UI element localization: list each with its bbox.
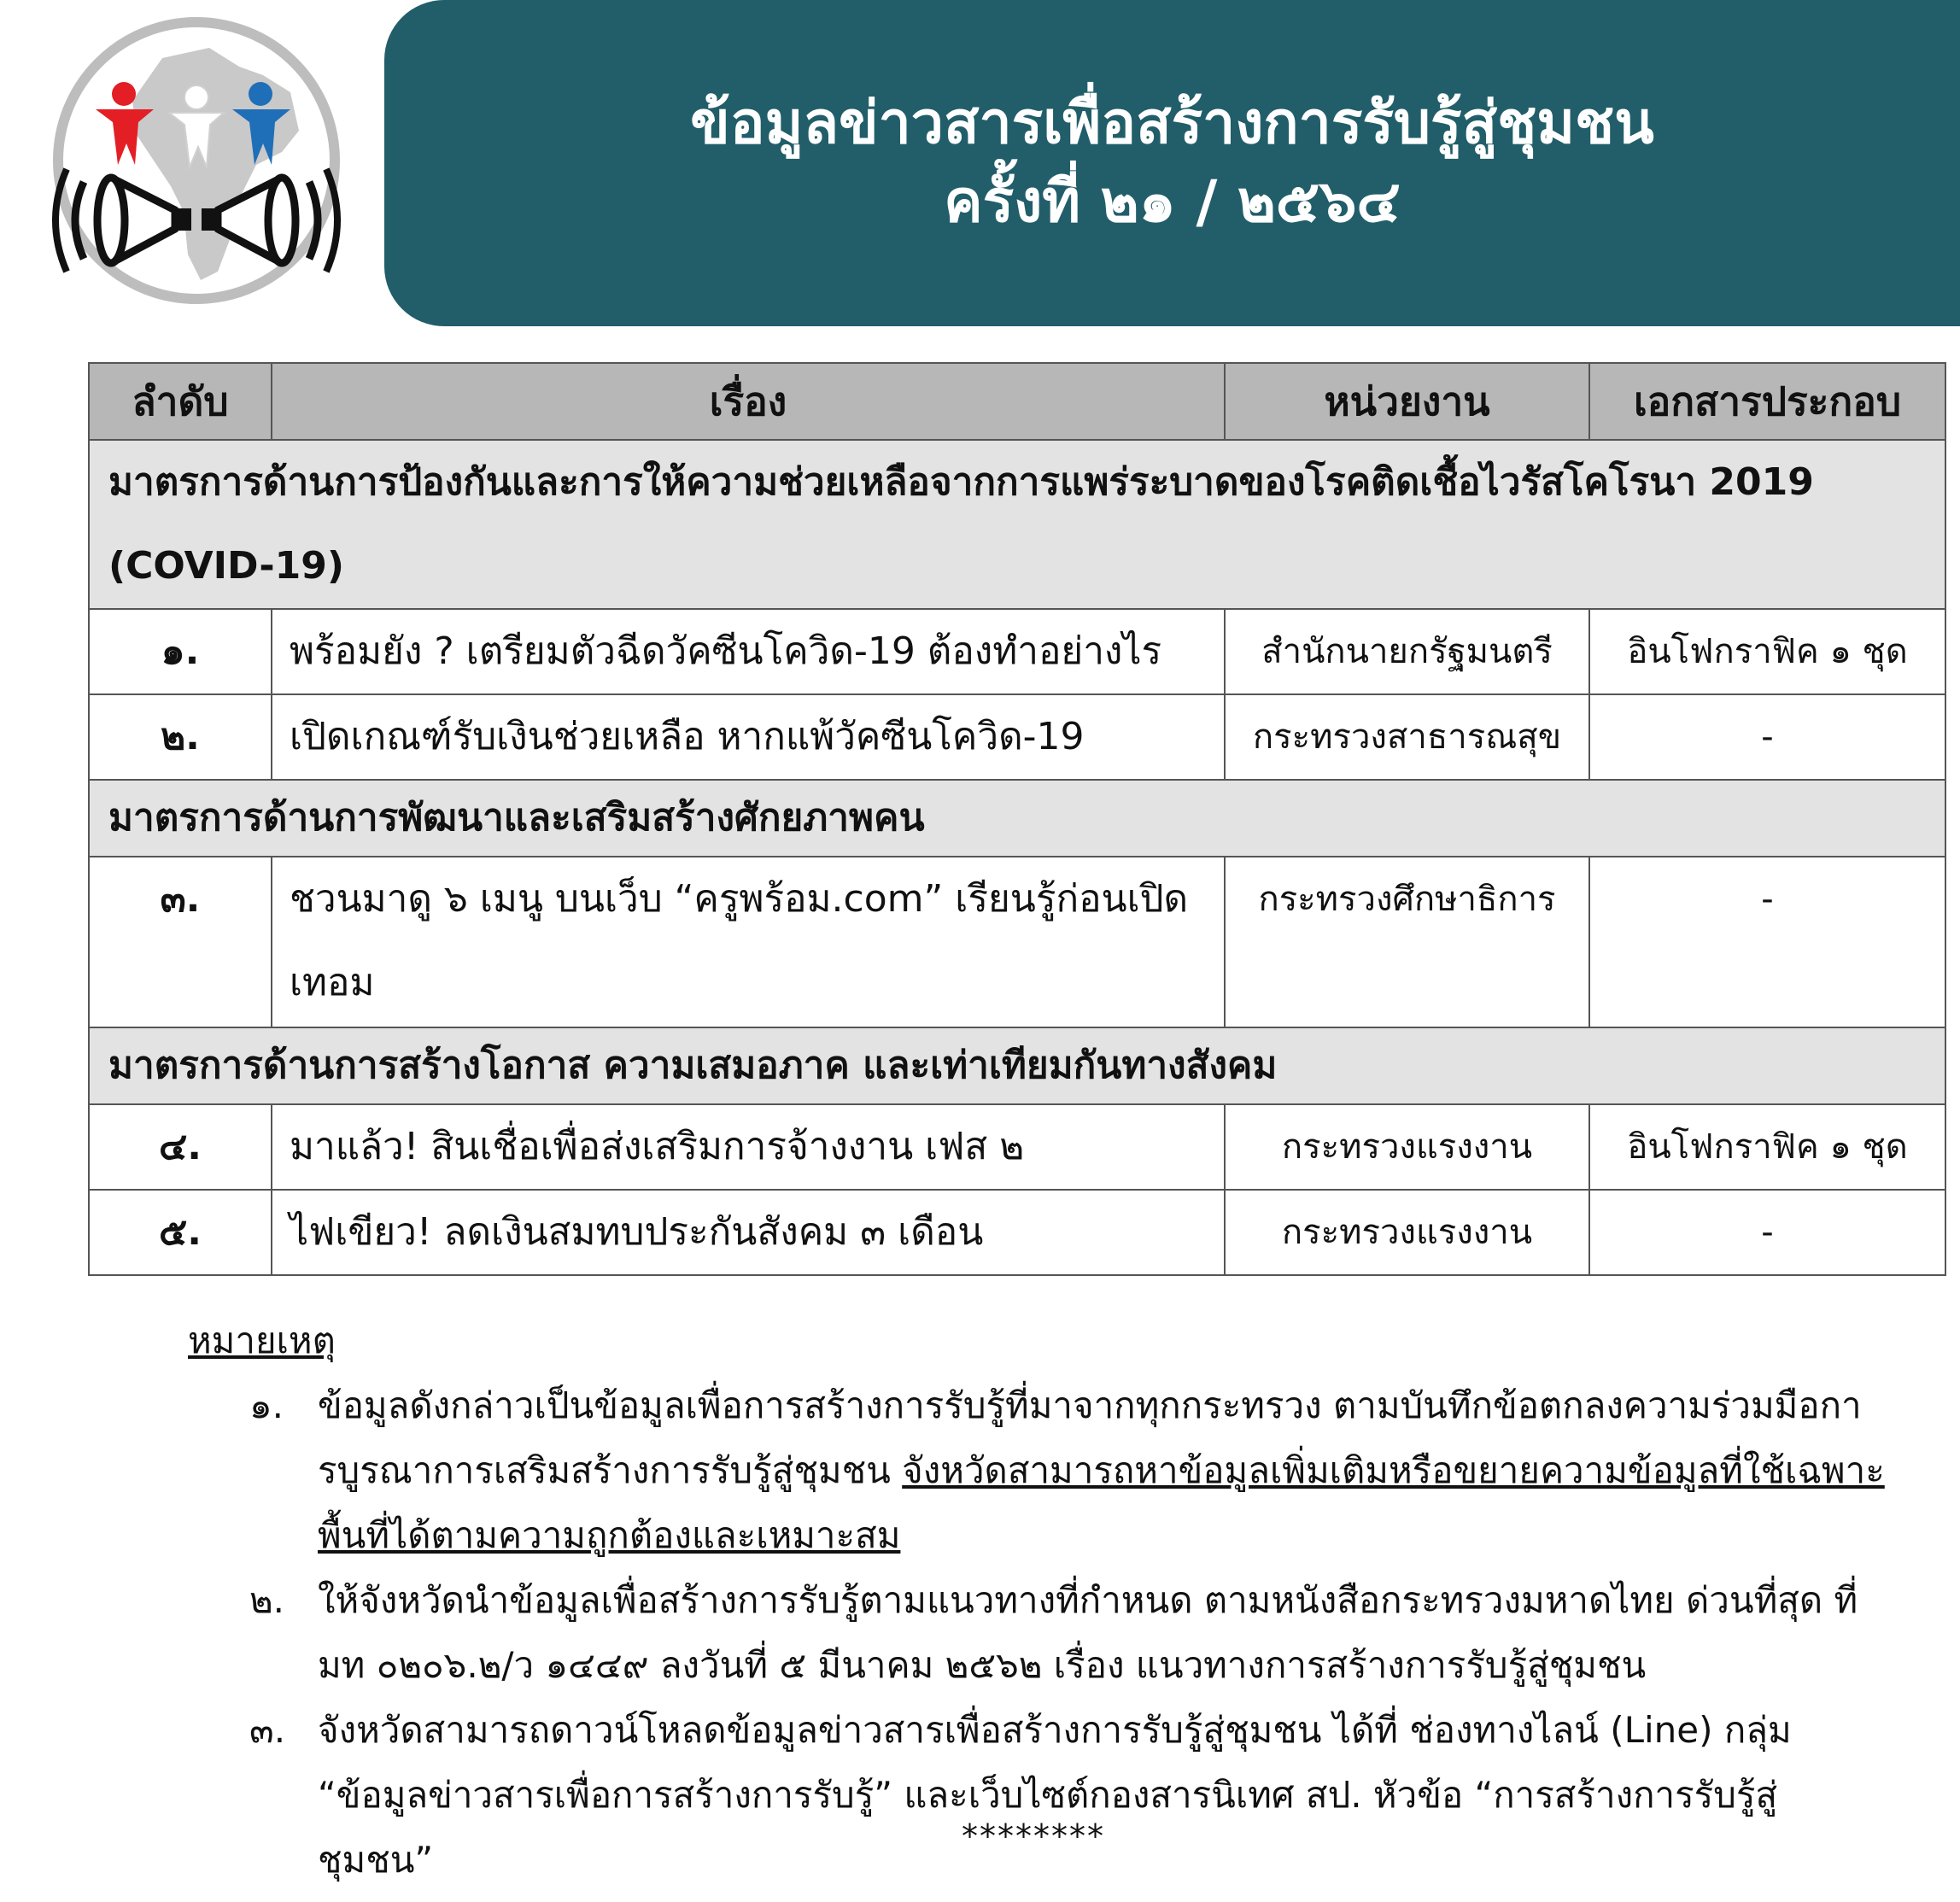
table-header-row bbox=[89, 363, 1945, 440]
notes-section bbox=[188, 1308, 1896, 1893]
note-text-plain: ข้อมูลดังกล่าวเป็นข้อมูลเพื่อการสร้างการรับรู้ที่มาจากทุกกระทรวง ตามบันทึกข้อตกลงความร่วมมือการบูรณาการเสริมสร้างการรับรู้สู่ชุมชน bbox=[318, 1384, 1862, 1491]
section-title: มาตรการด้านการป้องกันและการให้ความช่วยเหลือจากการแพร่ระบาดของโรคติดเชื้อไวรัสโคโรนา 2019 (COVID-19) bbox=[89, 440, 1945, 609]
row-title: ไฟเขียว! ลดเงินสมทบประกันสังคม ๓ เดือน bbox=[272, 1190, 1225, 1275]
row-agency: กระทรวงสาธารณสุข bbox=[1225, 694, 1589, 780]
issue-number: ครั้งที่ ๒๑ / ๒๕๖๔ bbox=[944, 168, 1401, 236]
row-document: อินโฟกราฟิค ๑ ชุด bbox=[1589, 1104, 1945, 1190]
note-number: ๑. bbox=[249, 1384, 284, 1426]
header-subject: เรื่อง bbox=[272, 363, 1225, 440]
end-mark: ******** bbox=[962, 1817, 1105, 1855]
section-title: มาตรการด้านการสร้างโอกาส ความเสมอภาค และเท่าเทียมกันทางสังคม bbox=[89, 1027, 1945, 1104]
megaphone-people-logo bbox=[34, 15, 359, 306]
note-text: จังหวัดสามารถดาวน์โหลดข้อมูลข่าวสารเพื่อสร้างการรับรู้สู่ชุมชน ได้ที่ ช่องทางไลน์ (Line) กลุ่ม “ข้อมูลข่าวสารเพื่อการสร้างการรับรู้” และเว็บไซต์กองสารนิเทศ สป. หัวข้อ “การสร้างการรับรู้สู่ชุมชน” bbox=[318, 1709, 1792, 1881]
row-number: ๒. bbox=[89, 694, 272, 780]
row-title: ชวนมาดู ๖ เมนู บนเว็บ “ครูพร้อม.com” เรียนรู้ก่อนเปิดเทอม bbox=[272, 857, 1225, 1027]
section-row-covid bbox=[89, 440, 1945, 609]
table-row bbox=[89, 609, 1945, 694]
note-text: ให้จังหวัดนำข้อมูลเพื่อสร้างการรับรู้ตามแนวทางที่กำหนด ตามหนังสือกระทรวงมหาดไทย ด่วนที่สุด ที่ มท ๐๒๐๖.๒/ว ๑๔๔๙ ลงวันที่ ๕ มีนาคม ๒๕๖๒ เรื่อง แนวทางการสร้างการรับรู้สู่ชุมชน bbox=[318, 1579, 1858, 1686]
note-item bbox=[249, 1698, 1896, 1893]
row-number: ๓. bbox=[89, 857, 272, 1027]
row-agency: กระทรวงแรงงาน bbox=[1225, 1104, 1589, 1190]
header-order: ลำดับ bbox=[89, 363, 272, 440]
row-document: - bbox=[1589, 694, 1945, 780]
notes-heading: หมายเหตุ bbox=[188, 1320, 336, 1361]
note-number: ๒. bbox=[249, 1579, 285, 1621]
page-title: ข้อมูลข่าวสารเพื่อสร้างการรับรู้สู่ชุมชน bbox=[690, 90, 1654, 158]
row-document: อินโฟกราฟิค ๑ ชุด bbox=[1589, 609, 1945, 694]
note-item bbox=[249, 1568, 1896, 1698]
table-row bbox=[89, 694, 1945, 780]
header-agency: หน่วยงาน bbox=[1225, 363, 1589, 440]
note-text bbox=[318, 1373, 1889, 1568]
note-text-underlined: จังหวัดสามารถหาข้อมูลเพิ่มเติมหรือขยายความข้อมูลที่ใช้เฉพาะพื้นที่ได้ตามความถูกต้องและเหมาะสม bbox=[318, 1449, 1885, 1556]
row-agency: สำนักนายกรัฐมนตรี bbox=[1225, 609, 1589, 694]
row-number: ๔. bbox=[89, 1104, 272, 1190]
row-title: มาแล้ว! สินเชื่อเพื่อส่งเสริมการจ้างงาน เฟส ๒ bbox=[272, 1104, 1225, 1190]
row-agency: กระทรวงศึกษาธิการ bbox=[1225, 857, 1589, 1027]
note-item bbox=[249, 1373, 1896, 1568]
note-number: ๓. bbox=[249, 1709, 286, 1751]
row-title: เปิดเกณฑ์รับเงินช่วยเหลือ หากแพ้วัคซีนโควิด-19 bbox=[272, 694, 1225, 780]
section-title: มาตรการด้านการพัฒนาและเสริมสร้างศักยภาพคน bbox=[89, 780, 1945, 857]
section-row-human-development bbox=[89, 780, 1945, 857]
header-documents: เอกสารประกอบ bbox=[1589, 363, 1945, 440]
table-row bbox=[89, 1104, 1945, 1190]
row-number: ๑. bbox=[89, 609, 272, 694]
section-row-social-equality bbox=[89, 1027, 1945, 1104]
row-document: - bbox=[1589, 857, 1945, 1027]
row-document: - bbox=[1589, 1190, 1945, 1275]
row-number: ๕. bbox=[89, 1190, 272, 1275]
table-row bbox=[89, 857, 1945, 1027]
row-title: พร้อมยัง ? เตรียมตัวฉีดวัคซีนโควิด-19 ต้องทำอย่างไร bbox=[272, 609, 1225, 694]
table-row bbox=[89, 1190, 1945, 1275]
title-banner-text bbox=[384, 0, 1960, 326]
news-table bbox=[88, 362, 1946, 1276]
row-agency: กระทรวงแรงงาน bbox=[1225, 1190, 1589, 1275]
